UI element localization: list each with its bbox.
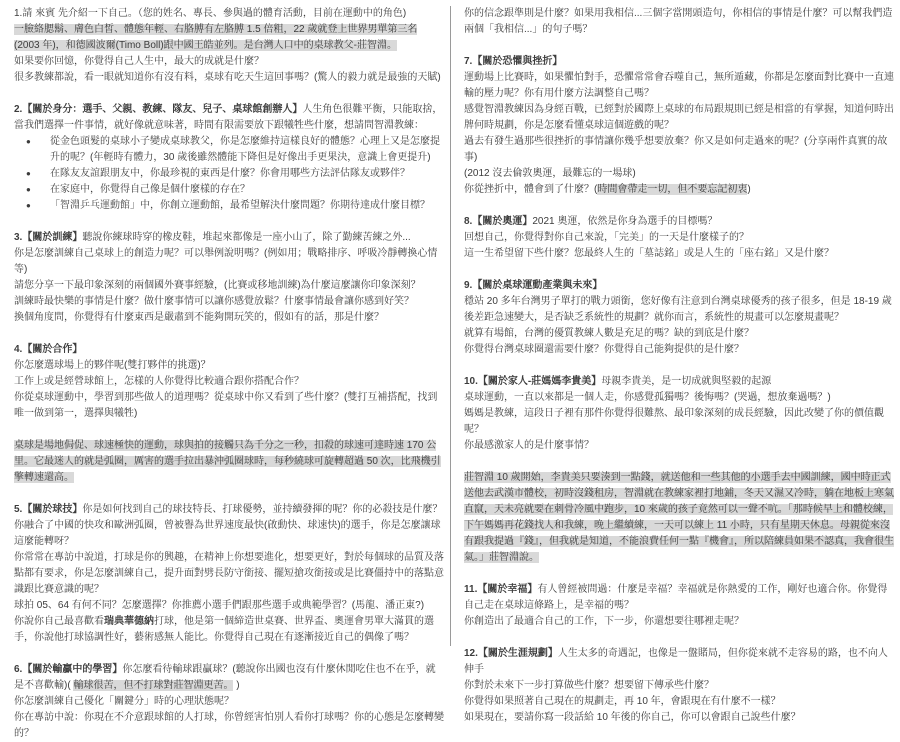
paragraph <box>464 374 894 390</box>
paragraph <box>14 550 444 598</box>
text-run: 母親李貴美，是一切成就與堅毅的起源 <box>601 376 772 387</box>
bullet-icon: ● <box>26 137 31 146</box>
paragraph <box>14 710 444 742</box>
paragraph-spacer <box>464 198 894 214</box>
text-run: 1.請 來賓 先介紹一下自己。（您的姓名、專長、參與過的體育活動，目前在運動中的角色) <box>14 8 407 19</box>
bullet-item <box>14 166 444 182</box>
paragraph <box>14 614 444 646</box>
text-run: 有人曾經被問過：什麼是幸福？幸福就是你熱愛的工作，剛好也適合你。你覺得自己走在桌球這條路上，是幸福的嗎？ <box>464 584 888 611</box>
text-run: 「智淵乒乓運動館」中，你創立運動館，最希望解決什麼問題？你期待達成什麼目標？ <box>50 200 430 211</box>
text-run: 你從挫折中，體會到了什麼？( <box>464 184 598 195</box>
bullet-icon: ● <box>26 185 31 194</box>
paragraph <box>464 102 894 134</box>
text-run: 你覺得台灣桌球圈還需要什麼？你覺得自己能夠提供的是什麼？ <box>464 344 744 355</box>
text-run: ) <box>747 184 751 195</box>
text-run: 穩站 20 多年台灣男子單打的戰力頭銜，您好像有注意到台灣桌球優秀的孩子很多，但是 18-19 歲後差距急速變大，是否缺乏系統性的規劃？就你而言，系統性的規畫可以怎麼規畫呢？ <box>464 296 892 323</box>
text-run: 請您分享一下最印象深刻的兩個國外賽事經驗，(比賽或移地訓練)為什麼這麼讓你印象深刻？ <box>14 280 421 291</box>
paragraph-spacer <box>464 262 894 278</box>
paragraph <box>14 694 444 710</box>
paragraph-spacer <box>14 486 444 502</box>
text-run: 如果要你回憶，你覺得自己人生中，最大的成就是什麼？ <box>14 56 264 67</box>
paragraph <box>14 294 444 310</box>
paragraph-spacer <box>14 646 444 662</box>
paragraph-spacer <box>14 326 444 342</box>
paragraph <box>14 662 444 694</box>
paragraph <box>464 278 894 294</box>
paragraph-spacer <box>14 86 444 102</box>
bold-text: 7.【關於恐懼與挫折】 <box>464 56 563 67</box>
paragraph <box>14 358 444 374</box>
paragraph <box>14 102 444 134</box>
paragraph <box>14 390 444 422</box>
bold-text: 12.【關於生涯規劃】 <box>464 648 558 659</box>
paragraph <box>464 694 894 710</box>
text-run: 從金色頭髮的桌球小子變成桌球教父，你是怎麼維持這樣良好的體態？心理上又是怎麼提升的呢？(年輕時有體力，30 歲後雖然體能下降但是好像出手更果決，意識上會更提升) <box>50 136 440 163</box>
text-run: 你怎麼選球場上的夥伴呢(雙打夥伴的挑選)？ <box>14 360 211 371</box>
text-run: 媽媽是教練，這段日子裡有那件你覺得很難熬、最印象深刻的成長經驗，因此改變了你的價值觀呢？ <box>464 408 884 435</box>
bullet-item <box>14 198 444 214</box>
bullet-text <box>50 166 444 182</box>
paragraph <box>464 342 894 358</box>
paragraph <box>14 438 444 486</box>
paragraph <box>14 502 444 518</box>
text-run: 你怎麼訓練自己優化「關鍵分」時的心理狀態呢？ <box>14 696 234 707</box>
paragraph <box>14 342 444 358</box>
text-run: 你是如何找到自己的球技特長、打球優勢，並持續發揮的呢？你的必殺技是什麼？ <box>82 504 443 515</box>
text-run: 運動場上比賽時，如果懼怕對手，恐懼常常會吞噬自己，無所遁藏，你都是怎麼面對比賽中一直連輸的壓力呢？你有用什麼方法調整自己嗎？ <box>464 72 894 99</box>
highlighted-text: 一臉絡腮鬍、膚色白皙、體態年輕、右胳膊有左胳膊 1.5 倍粗，22 歲就登上世界男單第三名 (2003 年)，和德國波爾(Timo Boll)跟中國王皓並列。是台灣人口中的桌球教父-莊智淵。 <box>14 24 418 51</box>
paragraph <box>464 134 894 166</box>
paragraph <box>14 22 444 54</box>
bold-text: 11.【關於幸福】 <box>464 584 538 595</box>
text-run: 這一生希望留下些什麼？您最終人生的「墓誌銘」或是人生的「座右銘」又是什麼？ <box>464 248 834 259</box>
bullet-item <box>14 134 444 166</box>
text-run: 你說你自己最喜歡看 <box>14 616 104 627</box>
question-column-left <box>14 6 444 739</box>
paragraph-spacer <box>464 566 894 582</box>
highlighted-text: 輸球很苦，但不打球對莊智淵更苦。 <box>73 680 234 691</box>
paragraph <box>464 326 894 342</box>
text-run: 就算有場館，台灣的優質教練人數是充足的嗎？缺的到底是什麼？ <box>464 328 754 339</box>
text-run: 如果現在，要請你寫一段話給 10 年後的你自己，你可以會跟自己說些什麼？ <box>464 712 801 723</box>
bullet-text <box>50 198 444 214</box>
text-run: 你的信念跟準則是什麼？如果用我相信...三個字當開頭造句，你相信的事情是什麼？可以幫我們造兩個「我相信...」的句子嗎？ <box>464 8 893 35</box>
paragraph <box>14 230 444 246</box>
paragraph <box>464 182 894 198</box>
paragraph <box>464 406 894 438</box>
paragraph <box>14 246 444 278</box>
bold-text: 9.【關於桌球運動產業與未來】 <box>464 280 603 291</box>
bold-text: 2.【關於身分：選手、父親、教練、隊友、兒子、桌球館創辦人】 <box>14 104 303 115</box>
paragraph <box>14 310 444 326</box>
text-run: 打球，他是第一個締造世桌賽、世界盃、奧運會男單大滿貫的選手，你說他打球協調性好，藝術感無人能比。你覺得自己現在有逐漸接近自己的偶像了嗎？ <box>14 616 434 643</box>
paragraph <box>464 294 894 326</box>
text-run: 你覺得如果照著自己現在的規劃走，再 10 年，會跟現在有什麼不一樣？ <box>464 696 781 707</box>
highlighted-text: 時間會帶走一切，但不要忘記初衷 <box>597 184 748 195</box>
paragraph <box>14 518 444 550</box>
text-run: 你在專訪中說：你現在不介意跟球館的人打球，你曾經害怕別人看你打球嗎？你的心態是怎麼轉變的？ <box>14 712 444 739</box>
text-run: 你最感激家人的是什麼事情？ <box>464 440 594 451</box>
text-run: (2012 沒去倫敦奧運，最難忘的一場球) <box>464 168 636 179</box>
highlighted-text: 莊智淵 10 歲開始，李貴美只要湊到一點錢，就送他和一些其他的小選手去中國訓練，國中時正式送他去武漢市體校，初時沒錢租房，智淵就在教練家裡打地鋪，冬天又濕又冷時，躺在地板上寒氣直竄，天未亮就要在刺骨冷風中跑步，10 來歲的孩子竟然可以一聲不吭。「那時候早上和體校練，下午媽媽再花錢找人和我練，晚上繼續練，一天可以練上 11 小時，只有星期天休息。母親從來沒有跟我提過『錢』，但我就是知道，不能浪費任何一點『機會』，所以陪練員如果不認真，我會很生氣。」莊智淵說。 <box>464 472 894 563</box>
paragraph <box>464 166 894 182</box>
text-run: 你怎麼看待輸球跟贏球？(聽說你出國也沒有什麼休閒吃住也不在乎，就是不喜歡輸)( <box>14 664 436 691</box>
paragraph <box>464 646 894 678</box>
paragraph <box>464 70 894 102</box>
paragraph <box>464 230 894 246</box>
text-run: 你創造出了最適合自己的工作，下一步，你還想要往哪裡走呢？ <box>464 616 744 627</box>
paragraph-spacer <box>14 422 444 438</box>
paragraph-spacer <box>464 38 894 54</box>
text-run: 人生角色很難平衡，只能取捨，當我們選擇一件事情，就好像就意味著，時間有限需要放下跟犧牲些什麼，想請問智淵教練： <box>14 104 443 131</box>
paragraph <box>464 678 894 694</box>
paragraph-spacer <box>464 358 894 374</box>
highlighted-text: 桌球是場地侷促、球速極快的運動，球與拍的接觸只為千分之一秒，扣殺的球速可達時速 170 公里。它最迷人的就是弧圈，厲害的選手拉出暴沖弧圈球時，每秒繞球可旋轉超過 50 次，比飛機引擎轉速還高。 <box>14 440 441 483</box>
text-run: 過去有發生過那些很挫折的事情讓你幾乎想要放棄？你又是如何走過來的呢？(分享兩件真實的故事) <box>464 136 888 163</box>
text-run: 感覺智淵教練因為身經百戰，已經對於國際上桌球的布局跟規則已經是相當的有掌握，知道何時出牌何時規劃，你是怎麼看懂桌球這個遊戲的呢？ <box>464 104 894 131</box>
bullet-item <box>14 182 444 198</box>
text-run: 2021 奧運，依然是你身為選手的目標嗎？ <box>532 216 718 227</box>
bullet-icon: ● <box>26 169 31 178</box>
paragraph-spacer <box>464 454 894 470</box>
text-run: 你對於未來下一步打算做些什麼？想要留下傳承些什麼？ <box>464 680 714 691</box>
paragraph <box>464 54 894 70</box>
text-run: 人生太多的奇遇記，也像是一盤賭局，但你從來就不走容易的路，也不向人伸手 <box>464 648 888 675</box>
bold-text: 3.【關於訓練】 <box>14 232 83 243</box>
paragraph-spacer <box>14 214 444 230</box>
text-run: 訓練時最快樂的事情是什麼？做什麼事情可以讓你感覺放鬆？什麼事情最會讓你感到好笑？ <box>14 296 414 307</box>
bold-text: 5.【關於球技】 <box>14 504 83 515</box>
text-run: 你常常在專訪中說道，打球是你的興趣，在精神上你想要進化，想要更好，對於每個球的品質及落點都有要求，你是怎麼訓練自己，提升面對劈長防守銜接、擺短搶攻銜接或是比賽僵持中的落點意識跟比賽意識的呢？ <box>14 552 444 595</box>
bold-text: 6.【關於輸贏中的學習】 <box>14 664 123 675</box>
paragraph <box>464 710 894 726</box>
text-run: 換個角度問，你覺得有什麼東西是嚴肅到不能夠開玩笑的，假如有的話，那是什麼？ <box>14 312 384 323</box>
paragraph <box>464 438 894 454</box>
paragraph <box>14 598 444 614</box>
paragraph <box>464 582 894 614</box>
paragraph <box>14 374 444 390</box>
bold-text: 4.【關於合作】 <box>14 344 83 355</box>
text-run: 你是怎麼訓練自己桌球上的創造力呢？可以舉例說明嗎？(例如用；戰略排序、呼吸冷靜轉換心情等) <box>14 248 438 275</box>
paragraph <box>14 6 444 22</box>
bold-text: 10.【關於家人-莊媽媽李貴美】 <box>464 376 602 387</box>
text-run: 球拍 05、64 有何不同？怎麼選擇？你推薦小選手們跟那些選手或典範學習？(馬龍、潘正東?) <box>14 600 425 611</box>
paragraph <box>464 246 894 262</box>
bullet-icon: ● <box>26 201 31 210</box>
text-run: 很多教練都說，看一眼就知道你有沒有料，桌球有吃天生這回事嗎？(驚人的毅力就是最強的天賦) <box>14 72 441 83</box>
text-run: 你融合了中國的快攻和歐洲弧圈，曾被譽為世界速度最快(啟動快、球速快)的選手，你是怎麼讓球這麼能轉呀？ <box>14 520 441 547</box>
paragraph <box>464 470 894 566</box>
paragraph-spacer <box>464 630 894 646</box>
paragraph <box>14 54 444 70</box>
text-run: 回想自己，你覺得對你自己來說，「完美」的一天是什麼樣子的？ <box>464 232 749 243</box>
paragraph <box>464 6 894 38</box>
paragraph <box>464 390 894 406</box>
text-run: 聽說你練球時穿的橡皮鞋，堆起來都像是一座小山了，除了勤練苦練之外... <box>82 232 411 243</box>
question-column-right <box>451 6 894 723</box>
text-run: ) <box>233 680 240 691</box>
bullet-text <box>50 134 444 166</box>
text-run: 在家庭中，你覺得自己像是個什麼樣的存在？ <box>50 184 250 195</box>
bold-text: 8.【關於奧運】 <box>464 216 533 227</box>
paragraph <box>464 614 894 630</box>
text-run: 工作上或是經營球館上，怎樣的人你覺得比較適合跟你搭配合作？ <box>14 376 304 387</box>
bold-text: 瑞典華德納 <box>104 616 154 627</box>
text-run: 桌球運動，一直以來都是一個人走，你感覺孤獨嗎？後悔嗎？(哭過，想放棄過嗎？) <box>464 392 831 403</box>
paragraph <box>464 214 894 230</box>
paragraph <box>14 278 444 294</box>
paragraph <box>14 70 444 86</box>
bullet-text <box>50 182 444 198</box>
text-run: 在隊友友誼跟朋友中，你最珍視的東西是什麼？你會用哪些方法評估隊友或夥伴？ <box>50 168 410 179</box>
text-run: 你從桌球運動中，學習到那些做人的道理嗎？從桌球中你又看到了些什麼？(雙打互補搭配，找到唯一做到第一，選擇與犧牲) <box>14 392 438 419</box>
